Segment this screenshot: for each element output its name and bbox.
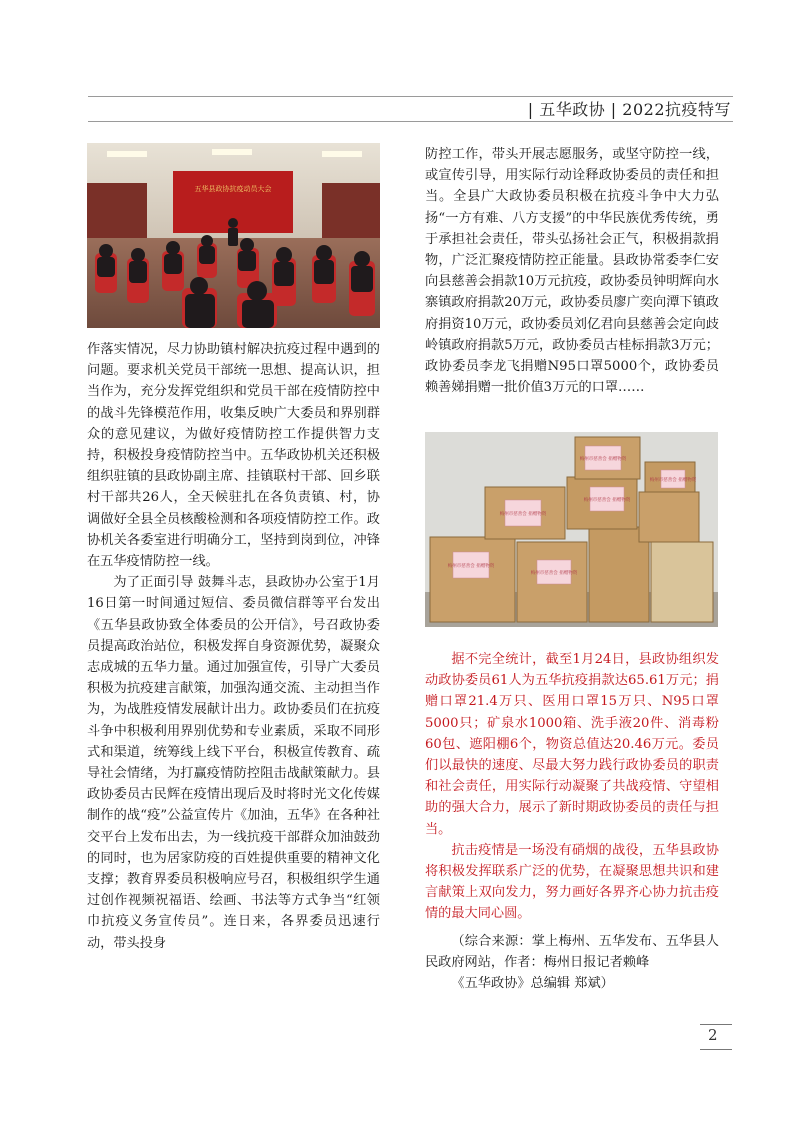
box-label-6: 梅州市慈善会 捐赠物资 [530, 571, 578, 576]
closing-paragraph: 抗击疫情是一场没有硝烟的战役，五华县政协将积极发挥联系广泛的优势，在凝聚思想共识和建言献策上双向发力，努力画好各界齐心协力抗击疫情的最大同心圆。 [425, 842, 719, 922]
right-paragraph-1: 防控工作，带头开展志愿服务，或坚守防控一线，或宣传引导，用实际行动诠释政协委员的责任和担当。全县广大政协委员积极在抗疫斗争中大力弘扬“一方有难、八方支援”的中华民族优秀传统，勇于承担社会责任，带头弘扬社会正气，积极捐款捐物，广泛汇聚疫情防控正能量。县政协常委李仁安向县慈善会捐款10万元抗疫，政协委员钟明辉向水寨镇政府捐款20万元，政协委员廖广奕向潭下镇政府捐资10万元，政协委员刘亿君向县慈善会定向歧岭镇政府捐款5万元，政协委员古桂标捐款3万元；政协委员李龙飞捐赠N95口罩5000个，政协委员赖善娣捐赠一批价值3万元的口罩…… [425, 147, 719, 396]
right-column-statistics [425, 649, 719, 925]
box-label-5: 梅州市慈善会 捐赠物资 [649, 478, 697, 483]
source-credit: （综合来源：掌上梅州、五华发布、五华县人民政府网站，作者：梅州日报记者赖峰 [425, 934, 719, 971]
left-paragraph-2: 为了正面引导 鼓舞斗志，县政协办公室于1月16日第一时间通过短信、委员微信群等平台发出《五华县政协致全体委员的公开信》，号召政协委员提高政治站位，积极发挥自身资源优势，凝聚众志成城的五华力量。通过加强宣传，引导广大委员积极为抗疫建言献策，加强沟通交流、主动担当作为，为战胜疫情发展献计出力。政协委员们在抗疫斗争中积极利用界别优势和专业素质，采取不同形式和渠道，统筹线上线下平台，积极宣传教育、疏导社会情绪，为打赢疫情防控阻击战献策献力。县政协委员古民辉在疫情出现后及时将时光文化传媒制作的战“疫”公益宣传片《加油，五华》在各种社交平台上发布出去，为一线抗疫干部群众加油鼓劲的同时，也为居家防疫的百姓提供重要的精神文化支撑；教育界委员积极响应号召，积极组织学生通过创作视频祝福语、绘画、书法等方式争当“红领巾抗疫义务宣传员”。连日来，各界委员迅速行动，带头投身 [87, 575, 380, 951]
box-label-3: 梅州市慈善会 捐赠物资 [579, 457, 627, 462]
statistics-paragraph: 据不完全统计，截至1月24日，县政协组织发动政协委员61人为五华抗疫捐款达65.61万元；捐赠口罩21.4万只、医用口罩15万只、N95口罩5000只；矿泉水1000箱、洗手液20件、消毒粉60包、遮阳棚6个，物资总值达20.46万元。委员们以最快的速度、尽最大努力践行政协委员的职责和社会责任，用实际行动凝聚了共战疫情、守望相助的强大合力，展示了新时期政协委员的责任与担当。 [425, 652, 719, 837]
editor-credit: 《五华政协》总编辑 郑斌） [451, 976, 614, 992]
left-column [87, 339, 380, 954]
page-number-rule-bottom [700, 1049, 732, 1050]
right-column-top [425, 144, 719, 398]
running-header: | 五华政协 | 2022抗疫特写 [527, 100, 731, 119]
box-label-2: 梅州市慈善会 捐赠物资 [499, 512, 547, 517]
meeting-photo [87, 143, 380, 328]
header-rule-bottom [88, 121, 733, 122]
donation-boxes-photo [425, 432, 718, 627]
page-number: 2 [708, 1026, 718, 1044]
left-paragraph-1: 作落实情况，尽力协助镇村解决抗疫过程中遇到的问题。要求机关党员干部统一思想、提高认识，担当作为，充分发挥党组织和党员干部在疫情防控中的战斗先锋模范作用，收集反映广大委员和界别群众的意见建议，为做好疫情防控工作提供智力支持，积极投身疫情防控当中。五华政协机关还积极组织驻镇的县政协副主席、挂镇联村干部、回乡联村干部共26人，全天候驻扎在各负责镇、村，协调做好全县全员核酸检测和各项疫情防控工作。政协机关各委室进行明确分工，坚持到岗到位，冲锋在五华疫情防控一线。 [87, 342, 380, 570]
box-label-1: 梅州市慈善会 捐赠物资 [447, 564, 495, 569]
stage-banner-text: 五华县政协抗疫动员大会 [194, 185, 272, 193]
source-note [425, 931, 719, 995]
box-label-4: 梅州市慈善会 捐赠物资 [583, 498, 631, 503]
page-number-rule-top [700, 1024, 732, 1025]
